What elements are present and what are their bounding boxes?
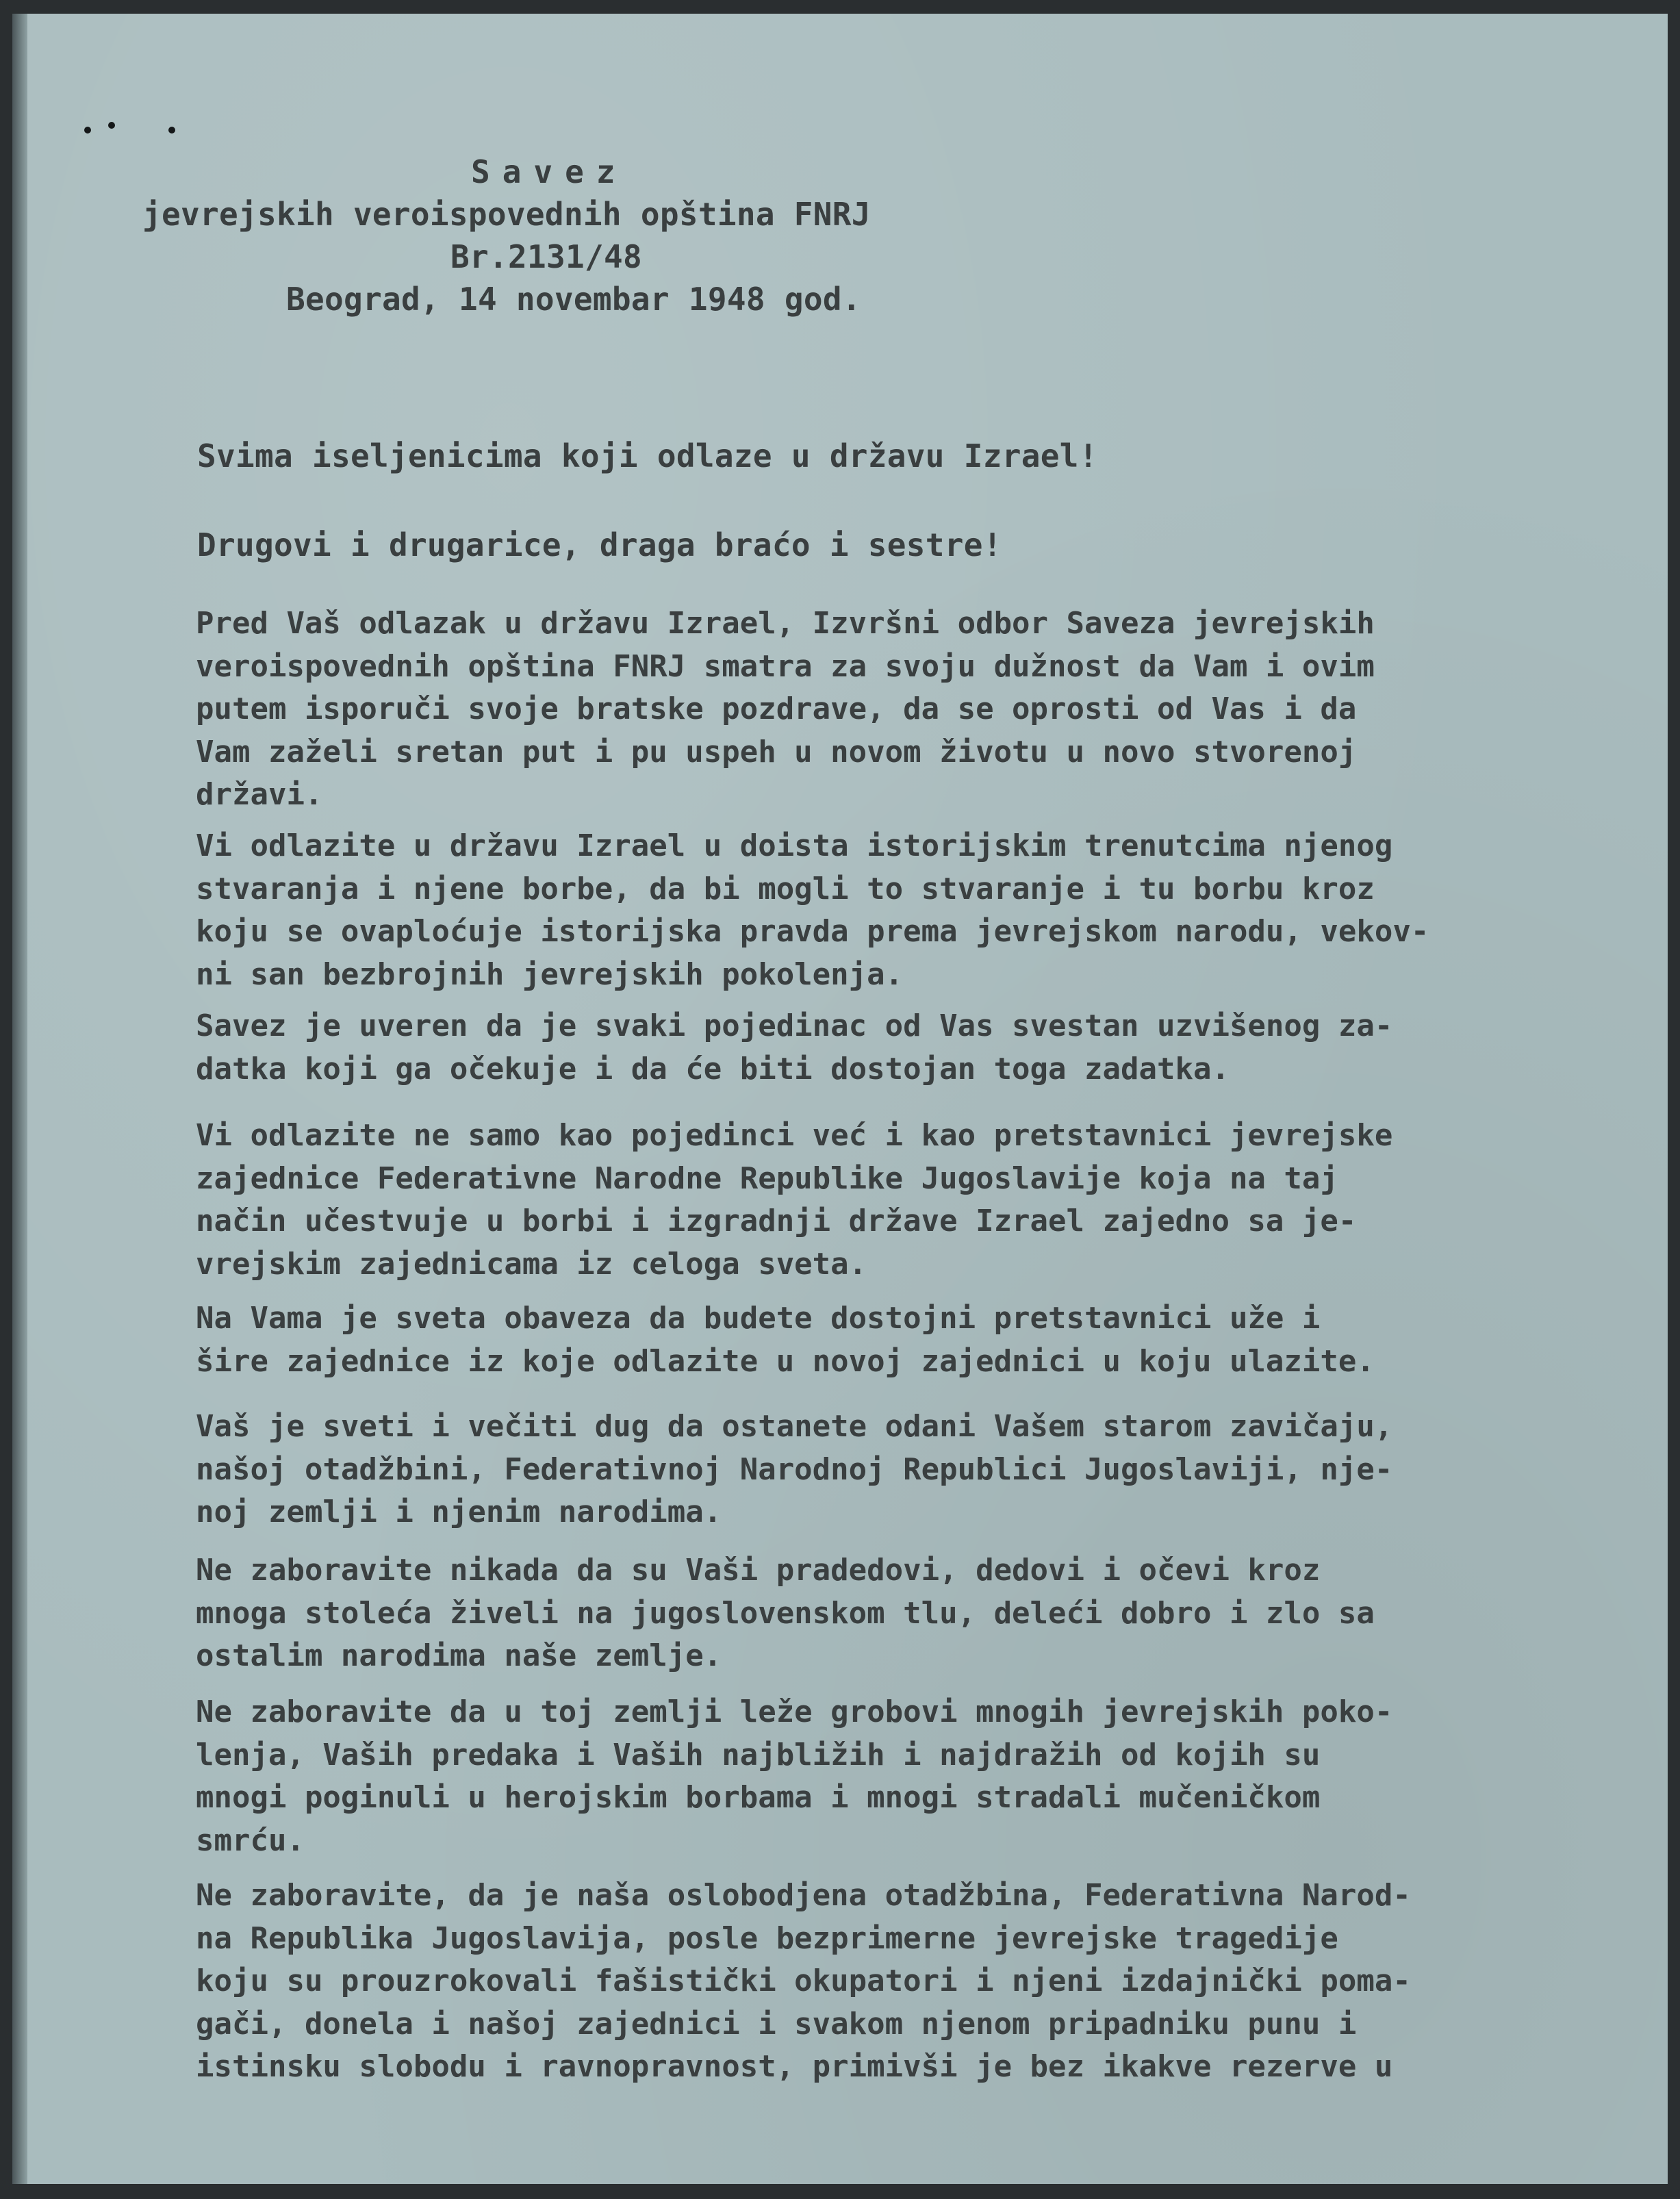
paragraph-line: Na Vama je sveta obaveza da budete dostojni pretstavnici uže i xyxy=(196,1301,1321,1336)
paragraph xyxy=(196,1005,1392,1091)
paragraph-line: veroispovednih opština FNRJ smatra za svoju dužnost da Vam i ovim xyxy=(196,648,1375,684)
paragraph-line: šire zajednice iz koje odlazite u novoj zajednici u koju ulazite. xyxy=(196,1343,1375,1379)
paragraph-line: ni san bezbrojnih jevrejskih pokolenja. xyxy=(196,956,904,992)
paragraph-line: Vi odlazite ne samo kao pojedinci već i kao pretstavnici jevrejske xyxy=(196,1118,1393,1153)
paragraph xyxy=(196,1406,1392,1534)
punch-hole xyxy=(108,122,115,129)
header-organization: Savez xyxy=(471,153,628,190)
paragraph-line: ostalim narodima naše zemlje. xyxy=(196,1638,722,1673)
paragraph-line: putem isporuči svoje bratske pozdrave, da se oprosti od Vas i da xyxy=(196,691,1357,726)
paragraph-line: vrejskim zajednicama iz celoga sveta. xyxy=(196,1246,867,1282)
header-reference-number: Br.2131/48 xyxy=(450,238,642,275)
paragraph-line: mnoga stoleća živeli na jugoslovenskom tlu, deleći dobro i zlo sa xyxy=(196,1595,1375,1631)
paragraph-line: gači, donela i našoj zajednici i svakom njenom pripadniku punu i xyxy=(196,2006,1357,2042)
paragraph xyxy=(196,1297,1375,1383)
header-date: Beograd, 14 novembar 1948 god. xyxy=(286,281,861,318)
paragraph xyxy=(196,825,1429,996)
paragraph-line: način učestvuje u borbi i izgradnji države Izrael zajedno sa je- xyxy=(196,1204,1357,1238)
paragraph-line: Vam zaželi sretan put i pu uspeh u novom životu u novo stvorenoj xyxy=(196,734,1357,770)
header-organization-full: jevrejskih veroispovednih opština FNRJ xyxy=(142,196,871,233)
salutation-addressees: Svima iseljenicima koji odlaze u državu Izrael! xyxy=(197,437,1098,474)
page-edge-shadow xyxy=(12,14,27,2184)
paragraph-line: zajednice Federativne Narodne Republike Jugoslavije koja na taj xyxy=(196,1160,1338,1196)
punch-hole xyxy=(168,127,175,134)
paragraph-line: mnogi poginuli u herojskim borbama i mnogi stradali mučeničkom xyxy=(196,1780,1321,1815)
paragraph-line: Vaš je sveti i večiti dug da ostanete odani Vašem starom zavičaju, xyxy=(196,1409,1393,1444)
paragraph-line: koju se ovaploćuje istorijska pravda prema jevrejskom narodu, vekov- xyxy=(196,914,1429,949)
paragraph xyxy=(196,1691,1392,1862)
paragraph-line: lenja, Vaših predaka i Vaših najbližih i najdražih od kojih su xyxy=(196,1737,1321,1772)
paragraph xyxy=(196,602,1375,817)
letter-header xyxy=(142,151,1032,320)
paragraph-line: državi. xyxy=(196,777,323,812)
paragraph xyxy=(196,1115,1392,1286)
paragraph-line: na Republika Jugoslavija, posle bezprimerne jevrejske tragedije xyxy=(196,1920,1338,1956)
paragraph-line: Ne zaboravite, da je naša oslobodjena otadžbina, Federativna Narod- xyxy=(196,1878,1411,1913)
paragraph-line: datka koji ga očekuje i da će biti dostojan toga zadatka. xyxy=(196,1051,1230,1086)
paragraph-line: noj zemlji i njenim narodima. xyxy=(196,1495,722,1529)
paragraph-line: našoj otadžbini, Federativnoj Narodnoj Republici Jugoslaviji, nje- xyxy=(196,1451,1393,1487)
salutation-greeting: Drugovi i drugarice, draga braćo i sestre! xyxy=(197,526,1002,563)
paragraph-line: Ne zaboravite da u toj zemlji leže grobovi mnogih jevrejskih poko- xyxy=(196,1694,1393,1729)
paragraph-line: Savez je uveren da je svaki pojedinac od Vas svestan uzvišenog za- xyxy=(196,1008,1393,1043)
paragraph-line: istinsku slobodu i ravnopravnost, primivši je bez ikakve rezerve u xyxy=(196,2049,1393,2084)
paragraph-line: koju su prouzrokovali fašistički okupatori i njeni izdajnički poma- xyxy=(196,1963,1411,1998)
document-page xyxy=(12,14,1668,2184)
paragraph-line: Ne zaboravite nikada da su Vaši pradedovi, dedovi i očevi kroz xyxy=(196,1553,1321,1588)
paragraph-line: smrću. xyxy=(196,1822,305,1858)
paragraph xyxy=(196,1874,1411,2089)
paragraph-line: stvaranja i njene borbe, da bi mogli to stvaranje i tu borbu kroz xyxy=(196,871,1375,906)
punch-hole xyxy=(84,127,91,134)
paragraph xyxy=(196,1549,1375,1678)
paragraph-line: Vi odlazite u državu Izrael u doista istorijskim trenutcima njenog xyxy=(196,828,1393,863)
paragraph-line: Pred Vaš odlazak u državu Izrael, Izvršni odbor Saveza jevrejskih xyxy=(196,606,1375,641)
